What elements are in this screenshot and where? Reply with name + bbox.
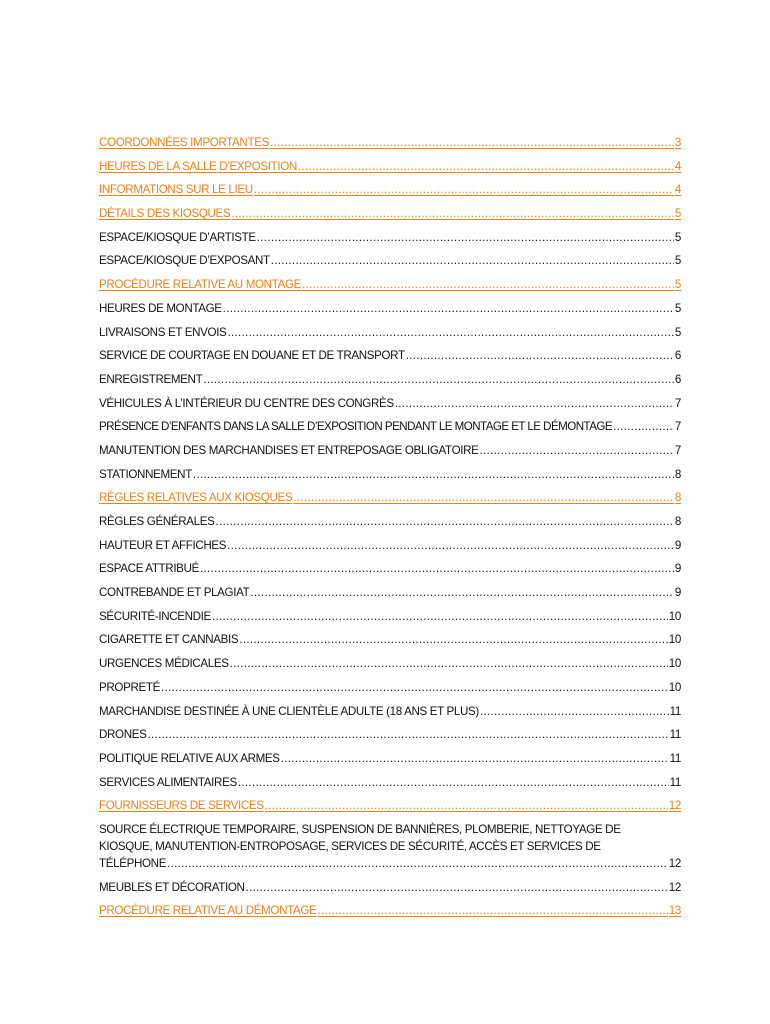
- toc-dot-leader: [257, 229, 674, 246]
- toc-page-number: 4: [674, 183, 681, 197]
- toc-entry[interactable]: [0, 181, 681, 198]
- toc-entry-title: INFORMATIONS SUR LE LIEU: [99, 183, 253, 197]
- toc-page-number: 8: [674, 491, 681, 505]
- toc-entry[interactable]: [0, 466, 681, 483]
- toc-entry-title: SERVICE DE COURTAGE EN DOUANE ET DE TRANSPORT: [99, 349, 405, 363]
- toc-entry-title: PROCÉDURE RELATIVE AU MONTAGE: [99, 278, 302, 292]
- table-of-contents: [0, 134, 770, 926]
- toc-entry-title: FOURNISSEURS DE SERVICES: [99, 799, 264, 813]
- toc-entry-title: ENREGISTREMENT: [99, 372, 203, 386]
- toc-entry-title: URGENCES MÉDICALES: [99, 657, 229, 671]
- toc-entry-title-line: SOURCE ÉLECTRIQUE TEMPORAIRE, SUSPENSION DE BANNIÈRES, PLOMBERIE, NETTOYAGE DE: [99, 822, 621, 836]
- toc-entry[interactable]: [0, 560, 681, 577]
- toc-page-number: 7: [674, 420, 681, 434]
- toc-dot-leader: [281, 750, 669, 767]
- toc-entry-title: COORDONNÉES IMPORTANTES: [99, 136, 269, 149]
- toc-page-number: 6: [674, 372, 681, 386]
- toc-entry-title: ESPACE/KIOSQUE D’EXPOSANT: [99, 254, 270, 268]
- toc-page-number: 11: [669, 728, 681, 742]
- toc-entry[interactable]: [0, 347, 681, 364]
- toc-entry[interactable]: [0, 395, 681, 412]
- toc-dot-leader: [480, 442, 674, 459]
- toc-dot-leader: [167, 855, 668, 872]
- toc-page-number: 6: [674, 349, 681, 363]
- toc-page-number: 5: [674, 325, 681, 339]
- toc-entry-title: HEURES DE LA SALLE D’EXPOSITION: [99, 159, 297, 173]
- toc-dot-leader: [238, 774, 669, 791]
- toc-dot-leader: [216, 513, 674, 530]
- toc-dot-leader: [231, 205, 674, 222]
- toc-dot-leader: [317, 902, 667, 919]
- toc-page-number: 8: [674, 467, 681, 481]
- toc-entry-title: MEUBLES ET DÉCORATION: [99, 880, 245, 894]
- toc-entry-title: SÉCURITÉ-INCENDIE: [99, 609, 211, 623]
- toc-page-number: 11: [669, 775, 681, 789]
- toc-dot-leader: [271, 252, 674, 269]
- toc-entry-title: PRÉSENCE D’ENFANTS DANS LA SALLE D’EXPOSITION PENDANT LE MONTAGE ET LE DÉMONTAGE: [99, 420, 613, 434]
- toc-entry[interactable]: [0, 879, 681, 896]
- toc-entry[interactable]: [0, 655, 681, 672]
- toc-entry-title: MANUTENTION DES MARCHANDISES ET ENTREPOSAGE OBLIGATOIRE: [99, 443, 479, 457]
- toc-entry[interactable]: [0, 229, 681, 246]
- toc-page-number: 5: [674, 207, 681, 221]
- toc-dot-leader: [406, 347, 674, 364]
- toc-dot-leader: [298, 158, 674, 175]
- toc-page-number: 10: [668, 680, 681, 694]
- toc-page-number: 9: [674, 586, 681, 600]
- toc-page-number: 7: [674, 443, 681, 457]
- toc-page-number: 5: [674, 230, 681, 244]
- toc-page-number: 10: [668, 657, 681, 671]
- toc-page-number: 9: [674, 562, 681, 576]
- toc-entry-title: LIVRAISONS ET ENVOIS: [99, 325, 227, 339]
- toc-page-number: 10: [668, 633, 681, 647]
- toc-dot-leader: [227, 324, 673, 341]
- toc-entry-title: PROPRETÉ: [99, 680, 160, 694]
- toc-entry-title: ESPACE ATTRIBUÉ: [99, 562, 199, 576]
- toc-dot-leader: [302, 276, 674, 293]
- toc-entry-title: POLITIQUE RELATIVE AUX ARMES: [99, 751, 280, 765]
- toc-page-number: 12: [668, 856, 681, 870]
- toc-page-number: 12: [668, 880, 681, 894]
- toc-entry[interactable]: [0, 371, 681, 388]
- toc-page-number: 8: [674, 515, 681, 528]
- toc-entry[interactable]: [0, 584, 681, 601]
- toc-entry[interactable]: [0, 797, 681, 814]
- toc-entry[interactable]: [0, 726, 681, 743]
- toc-page-number: 5: [674, 301, 681, 315]
- toc-entry[interactable]: [0, 537, 681, 554]
- toc-entry[interactable]: [0, 324, 681, 341]
- toc-dot-leader: [223, 300, 674, 317]
- toc-entry[interactable]: [0, 276, 681, 293]
- toc-entry[interactable]: [0, 252, 681, 269]
- toc-page-number: 9: [674, 538, 681, 552]
- toc-dot-leader: [480, 703, 669, 720]
- toc-entry-title: SERVICES ALIMENTAIRES: [99, 775, 237, 789]
- toc-page-number: 5: [674, 254, 681, 268]
- toc-entry[interactable]: [0, 902, 681, 919]
- toc-page-number: 11: [669, 751, 681, 765]
- toc-page-number: 7: [674, 396, 681, 410]
- toc-entry[interactable]: [0, 205, 681, 222]
- toc-dot-leader: [293, 489, 674, 506]
- toc-dot-leader: [200, 560, 674, 577]
- toc-entry-title-line: TÉLÉPHONE: [99, 856, 167, 870]
- toc-dot-leader: [148, 726, 669, 743]
- toc-entry-title: PROCÉDURE RELATIVE AU DÉMONTAGE: [99, 904, 317, 918]
- toc-page-number: 10: [668, 609, 681, 623]
- toc-entry[interactable]: [0, 774, 681, 791]
- toc-entry-title: CIGARETTE ET CANNABIS: [99, 633, 239, 647]
- toc-dot-leader: [265, 797, 668, 814]
- toc-entry[interactable]: [0, 703, 681, 720]
- toc-entry[interactable]: [0, 134, 681, 151]
- toc-dot-leader: [246, 879, 668, 896]
- toc-entry-title: HAUTEUR ET AFFICHES: [99, 538, 227, 552]
- toc-entry[interactable]: [0, 679, 681, 696]
- toc-entry-title: HEURES DE MONTAGE: [99, 301, 222, 315]
- toc-dot-leader: [203, 371, 674, 388]
- toc-page-number: 5: [674, 278, 681, 292]
- toc-entry-title: CONTREBANDE ET PLAGIAT: [99, 586, 250, 600]
- toc-entry-title-line: KIOSQUE, MANUTENTION-ENTROPOSAGE, SERVICES DE SÉCURITÉ, ACCÈS ET SERVICES DE: [99, 839, 601, 853]
- toc-entry-title: DRONES: [99, 728, 147, 742]
- toc-entry[interactable]: [0, 158, 681, 175]
- toc-entry-title: VÉHICULES À L’INTÉRIEUR DU CENTRE DES CONGRÈS: [99, 396, 394, 410]
- toc-dot-leader: [270, 134, 674, 151]
- toc-page-number: 13: [668, 904, 681, 918]
- toc-dot-leader: [395, 395, 674, 412]
- toc-dot-leader: [254, 181, 674, 198]
- toc-page-number: 11: [669, 704, 681, 718]
- toc-dot-leader: [212, 608, 668, 625]
- toc-entry[interactable]: [0, 489, 681, 506]
- toc-dot-leader: [239, 631, 667, 648]
- toc-entry-title: MARCHANDISE DESTINÉE À UNE CLIENTÈLE ADULTE (18 ANS ET PLUS): [99, 704, 479, 718]
- toc-dot-leader: [230, 655, 668, 672]
- toc-entry-title: RÈGLES GÉNÉRALES: [99, 515, 215, 528]
- toc-entry[interactable]: [0, 418, 681, 435]
- toc-page-number: 3: [674, 136, 681, 149]
- toc-dot-leader: [613, 418, 674, 435]
- toc-entry[interactable]: [0, 513, 681, 530]
- toc-entry-title: DÉTAILS DES KIOSQUES: [99, 207, 231, 221]
- toc-entry-title: RÈGLES RELATIVES AUX KIOSQUES: [99, 491, 293, 505]
- toc-dot-leader: [193, 466, 674, 483]
- toc-page-number: 4: [674, 159, 681, 173]
- toc-dot-leader: [250, 584, 674, 601]
- toc-entry[interactable]: [0, 608, 681, 625]
- toc-dot-leader: [161, 679, 668, 696]
- toc-entry[interactable]: [0, 631, 681, 648]
- toc-dot-leader: [227, 537, 674, 554]
- toc-entry[interactable]: [0, 750, 681, 767]
- toc-entry-title: ESPACE/KIOSQUE D’ARTISTE: [99, 230, 256, 244]
- toc-entry[interactable]: [0, 821, 681, 872]
- toc-entry[interactable]: [0, 442, 681, 459]
- toc-entry-title: STATIONNEMENT: [99, 467, 192, 481]
- toc-entry[interactable]: [0, 300, 681, 317]
- toc-page-number: 12: [668, 799, 681, 813]
